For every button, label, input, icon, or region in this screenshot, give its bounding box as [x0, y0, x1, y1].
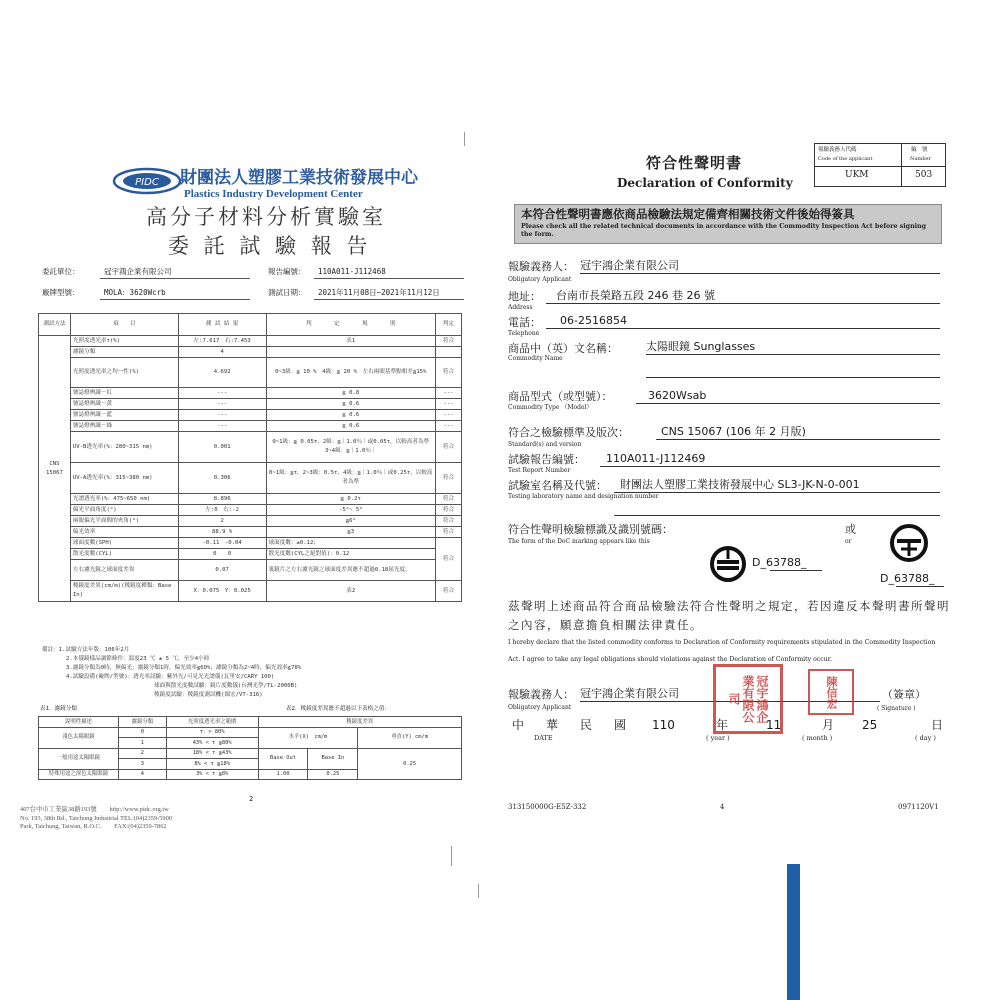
row-verdict: --- [436, 388, 462, 399]
field-standard-label: 符合之檢驗標準及版次： [508, 426, 629, 439]
date-month-value: 11 [766, 718, 782, 732]
table-row [39, 527, 462, 538]
table-row [39, 336, 462, 347]
pidc-logo [112, 166, 182, 196]
table-row [39, 432, 462, 463]
row-result: 0.001 [178, 432, 266, 463]
form-code: 313150000G-E5Z-332 [508, 803, 587, 811]
row-verdict: 符合 [436, 358, 462, 388]
field-lab-value: 財團法人塑膠工業技術發展中心 SL3-JK-N-0-001 [620, 478, 860, 491]
test-results-table [38, 313, 462, 602]
row-rule: 0~3級：≦ 10 % 4級：≦ 20 % 左右兩眼基準點相差≦15% [266, 358, 435, 388]
field-model-en: Commodity Type （Model） [508, 404, 593, 411]
date-en: DATE [534, 734, 553, 742]
row-result: --- [178, 388, 266, 399]
sub-header: 說明性描述 [39, 717, 119, 728]
table-row [39, 516, 462, 527]
row-result: 0 0 [178, 549, 266, 560]
table-header-row [39, 314, 462, 336]
row-item: 號誌燈辨識－黃 [70, 399, 178, 410]
row-rule: ≧ 0.6 [266, 410, 435, 421]
table-row [39, 581, 462, 602]
table-row [39, 358, 462, 388]
row-verdict: 符合 [436, 494, 462, 505]
prism-v-value: 0.25 [358, 748, 462, 780]
representative-seal-stamp: 陳信宏 [808, 669, 854, 715]
test-date-label: 測試日期： [268, 288, 306, 297]
doc-title-en: Declaration of Conformity [617, 176, 793, 190]
row-item: 兩眼偏光平面間的夾角(°) [70, 516, 178, 527]
filter-category-table [38, 716, 462, 780]
field-commodity-label: 商品中（英）文名稱： [508, 342, 618, 355]
field-applicant-value: 冠宇鴻企業有限公司 [580, 259, 679, 272]
org-name-cn: 財團法人塑膠工業技術發展中心 [180, 168, 418, 188]
row-item: 光譜透光率(%：475~650 nm) [70, 494, 178, 505]
sub-range: τ：> 80% [166, 727, 258, 738]
field-tel-value: 06-2516854 [560, 314, 627, 327]
company-seal-stamp: 冠宇鴻企業有限公司 [713, 664, 783, 734]
field-standard-en: Standard(s) and version [508, 441, 582, 448]
test-date-value: 2021年11月08日~2021年11月12日 [318, 288, 440, 297]
row-result: 88.9 % [178, 527, 266, 538]
row-rule: 表2 [266, 581, 435, 602]
field-report-value: 110A011-J112469 [606, 452, 706, 465]
code-label-en: Code of the applicant [818, 156, 873, 162]
footer-line: Park, Taichung, Taiwan, R.O.C. FAX:(04)2359-7862 [20, 823, 167, 830]
row-verdict: 符合 [436, 581, 462, 602]
row-item: 號誌燈辨識－藍 [70, 410, 178, 421]
table-header-row [39, 717, 462, 728]
row-result: 左:0 右:-2 [178, 505, 266, 516]
logo-text: PIDC [135, 177, 159, 188]
sign-label-en: Obligatory Applicant [508, 704, 572, 711]
page-number: 2 [249, 795, 254, 803]
footer-line: No. 193, 38th Rd., Taichung Industrial TEL:(04)2359-5900 [20, 814, 172, 822]
row-item: 左右濾光鏡之球面度差異 [70, 560, 178, 581]
field-report-label: 試驗報告編號： [508, 453, 585, 466]
table-row [39, 538, 462, 549]
row-result: --- [178, 399, 266, 410]
table-row [39, 505, 462, 516]
applicant-code-box [814, 143, 946, 187]
doc-mark-icon-alt [888, 522, 930, 564]
mark-id-2: D_63788_ [880, 572, 935, 585]
field-address-value: 台南市長榮路五段 246 巷 26 號 [556, 289, 715, 302]
row-rule: 散光度數(CYL之絕對值)：0.12 [266, 549, 435, 560]
row-rule: 0~1級：≦τ，2~3級：0.5τ，4級：≦｜1.0％｜或0.25τ，以較高者為準 [266, 463, 435, 494]
table-row [39, 388, 462, 399]
field-commodity-value: 太陽眼鏡 Sunglasses [646, 340, 756, 353]
sub-desc: 特殊用途之深色太陽眼鏡 [39, 769, 119, 780]
row-verdict: 符合 [436, 505, 462, 516]
model-value: MOLA：3620Wcrb [104, 288, 166, 297]
notice-banner-cn: 本符合性聲明書應依商品檢驗法規定備齊相關技術文件後始得簽具 [521, 207, 855, 221]
table-row [39, 494, 462, 505]
sub-header: 光照度透光率之範圍 [166, 717, 258, 728]
mark-label-cn: 符合性聲明檢驗標識及識別號碼： [508, 523, 673, 536]
table-row [39, 410, 462, 421]
row-item: 偏光效率 [70, 527, 178, 538]
date-year-en: ( year ) [706, 734, 730, 742]
row-result: 4.692 [178, 358, 266, 388]
row-rule: -5°~ 5° [266, 505, 435, 516]
table-row [39, 748, 462, 759]
sub-cat: 0 [118, 727, 166, 738]
method-cell: CNS 15067 [39, 336, 71, 602]
field-standard-value: CNS 15067 (106 年 2 月版) [661, 425, 806, 438]
sub-range: 18% < τ ≦43% [166, 748, 258, 759]
row-item: 球面度數(SPH) [70, 538, 178, 549]
sign-label-cn: 報驗義務人： [508, 688, 574, 701]
row-verdict: 符合 [436, 336, 462, 347]
field-report-en: Test Report Number [508, 467, 571, 474]
report-title: 委 託 試 驗 報 告 [168, 234, 372, 258]
row-rule: ≧3 [266, 527, 435, 538]
note-line: 2.本儀鏡樣品調節條件：溫度23 ℃ ± 5 ℃，至少4小時 [66, 656, 210, 662]
applicant-number: 503 [915, 170, 933, 180]
header-verdict: 判定 [436, 314, 462, 336]
row-rule: 球面度數：±0.12； [266, 538, 435, 549]
sub-desc: 一般用途太陽眼鏡 [39, 748, 119, 769]
model-label: 廠牌型號： [42, 288, 80, 297]
signature-label-cn: （簽章） [882, 688, 926, 701]
sign-value: 冠宇鴻企業有限公司 [580, 687, 679, 700]
field-address-en: Address [508, 304, 533, 311]
row-rule: ≦6° [266, 516, 435, 527]
sub-header: 濾鏡分類 [118, 717, 166, 728]
table-row [39, 347, 462, 358]
sub-cat: 3 [118, 759, 166, 770]
note-line: 備註：1.試驗方法年版：106年2月 [42, 647, 130, 653]
row-verdict [436, 347, 462, 358]
row-verdict: --- [436, 410, 462, 421]
mark-id-1: D_63788_ [752, 556, 807, 569]
row-rule: 裏鏡片之左右濾光鏡之球面度差異應不超過0.18屈光度。 [266, 560, 435, 581]
client-value: 冠宇鴻企業有限公司 [104, 267, 172, 276]
notice-banner-en: Please check all the related technical documents in accordance with the Commodity Inspection Act before signing the form. [521, 223, 927, 238]
form-page-number: 4 [720, 803, 725, 811]
field-model-value: 3620Wsab [648, 389, 707, 402]
row-result: --- [178, 421, 266, 432]
report-notes [42, 646, 301, 700]
footer-line: 407台中市工業區38路193號 http://www.pidc.org.tw [20, 806, 169, 813]
date-char-3: 民 [580, 718, 593, 732]
row-result: -0.11 -0.04 [178, 538, 266, 549]
org-name-en: Plastics Industry Development Center [184, 188, 363, 200]
prism-in-value: 0.25 [308, 769, 358, 780]
or-cn: 或 [845, 523, 856, 536]
field-commodity-en: Commodity Name [508, 355, 563, 362]
table-row [39, 399, 462, 410]
field-address-label: 地址： [508, 290, 541, 303]
field-applicant-label: 報驗義務人： [508, 260, 574, 273]
row-verdict: 符合 [436, 516, 462, 527]
row-item: 號誌燈辨識－綠 [70, 421, 178, 432]
row-item: 光照度透光率之均一性(%) [70, 358, 178, 388]
field-applicant-en: Obligatory Applicant [508, 276, 572, 283]
row-item: UV-B透光率(%：280~315 nm) [70, 432, 178, 463]
row-rule: ≧ 0.2τ [266, 494, 435, 505]
date-char-2: 華 [546, 718, 559, 732]
table-row [39, 549, 462, 560]
lab-name: 高分子材料分析實驗室 [146, 205, 386, 229]
note-line: 稜鏡度試驗：稜鏡度測試機(錦宏/VT-316) [154, 692, 263, 698]
prism-v: 垂直(Y) cm/m [358, 727, 462, 748]
row-item: 光照度透光率τ(%) [70, 336, 178, 347]
row-verdict: --- [436, 421, 462, 432]
sub-desc: 淺色太陽眼鏡 [39, 727, 119, 748]
row-rule: ≧ 0.8 [266, 388, 435, 399]
header-item: 項 目 [70, 314, 178, 336]
date-year-value: 110 [652, 718, 675, 732]
sub-cat: 4 [118, 769, 166, 780]
row-result: --- [178, 410, 266, 421]
sub-cat: 1 [118, 738, 166, 749]
or-en: or [845, 538, 852, 545]
field-tel-label: 電話： [508, 316, 541, 329]
note-line: 3.濾鏡分類為0時，無偏光；濾鏡分類1時，偏光效率≧60%；濾鏡分類為2~4時，偏光效率≧78% [66, 665, 302, 671]
code-label-cn: 報驗義務人代碼 [818, 147, 857, 153]
prism-base-out: Base Out [258, 748, 308, 769]
row-result: 4 [178, 347, 266, 358]
applicant-code: UKM [845, 170, 869, 180]
field-lab-en: Testing laboratory name and designation number [508, 493, 659, 500]
row-rule: ≧ 0.6 [266, 399, 435, 410]
date-month-cn: 月 [822, 718, 835, 732]
table-row [39, 421, 462, 432]
field-model-label: 商品型式（或型號）： [508, 390, 613, 403]
table2-title: 表2．稜鏡度差異應不超過以下表格之值： [286, 706, 391, 712]
accent-bar [787, 864, 800, 1000]
field-lab-label: 試驗室名稱及代號： [508, 479, 607, 492]
row-result: 0.306 [178, 463, 266, 494]
field-tel-en: Telephone [508, 330, 540, 337]
report-footer [20, 806, 172, 832]
row-item: 散光度數(CYL) [70, 549, 178, 560]
sub-range: 3% < τ ≦8% [166, 769, 258, 780]
row-result: X：0.075 Y：0.025 [178, 581, 266, 602]
num-label-en: Number [910, 156, 931, 162]
date-year-cn: 年 [716, 718, 729, 732]
note-line: 4.試驗設備(廠牌/型號)：透光率試驗：紫外光/可見光光譜儀(瓦里安/CARY 100) [66, 674, 275, 680]
sub-range: 8% < τ ≦18% [166, 759, 258, 770]
sub-cat: 2 [118, 748, 166, 759]
row-verdict: 符合 [436, 538, 462, 581]
row-rule [266, 347, 435, 358]
header-method: 測試方法 [39, 314, 71, 336]
client-label: 委託單位： [42, 267, 80, 276]
row-item: 濾鏡分類 [70, 347, 178, 358]
date-month-en: ( month ) [802, 734, 833, 742]
row-rule: 0~1級：≦ 0.05τ，2級：≦｜1.0％｜或0.05τ，以較高者為準 3~4級：≦｜1.0％｜ [266, 432, 435, 463]
row-result: 2 [178, 516, 266, 527]
row-rule: 表1 [266, 336, 435, 347]
note-line: 球面與散光度數試驗：鏡片度數儀(台灣光學/TL-2000B) [154, 683, 298, 689]
row-result: 左:7.617 右:7.453 [178, 336, 266, 347]
row-result: 8.896 [178, 494, 266, 505]
date-day-en: ( day ) [915, 734, 936, 742]
row-verdict: 符合 [436, 527, 462, 538]
statement-cn: 茲聲明上述商品符合商品檢驗法符合性聲明之規定，若因違反本聲明書所聲明之內容，願意擔負相關法律責任。 [508, 599, 950, 632]
row-rule: ≧ 0.6 [266, 421, 435, 432]
sub-range: 43% < τ ≦80% [166, 738, 258, 749]
row-item: 稜鏡度差異(cm/m)(稜鏡度種類：Base In) [70, 581, 178, 602]
row-result: 0.07 [178, 560, 266, 581]
date-day-value: 25 [862, 718, 878, 732]
mark-label-en: The form of the DoC marking appears like this [508, 538, 650, 545]
date-char-1: 中 [512, 718, 525, 732]
header-result: 測 試 結 果 [178, 314, 266, 336]
row-item: 偏光平面角度(°) [70, 505, 178, 516]
report-no-label: 報告編號： [268, 267, 306, 276]
statement-en: I hereby declare that the listed commodity conforms to Declaration of Conformity requirements stipulated in the Commodity Inspection Act. I agree to take any legal obligations should violations against the Declaration of Conformity occur. [508, 639, 936, 663]
sub-header: 稜鏡度差異 [258, 717, 461, 728]
doc-title-cn: 符合性聲明書 [646, 154, 743, 172]
doc-mark-icon [709, 545, 747, 583]
header-rule: 判 定 規 則 [266, 314, 435, 336]
row-verdict: --- [436, 399, 462, 410]
num-label-cn: 編 號 [911, 147, 928, 153]
prism-base-in: Base In [308, 748, 358, 769]
table-row [39, 560, 462, 581]
table-row [39, 463, 462, 494]
row-verdict: 符合 [436, 432, 462, 463]
table-row [39, 727, 462, 738]
row-item: 號誌燈辨識－紅 [70, 388, 178, 399]
prism-h: 水平(X) cm/m [258, 727, 358, 748]
row-item: UV-A透光率(%：315~380 nm) [70, 463, 178, 494]
table1-title: 表1．濾鏡分類 [40, 706, 77, 712]
prism-out-value: 1.00 [258, 769, 308, 780]
report-no-value: 110A011-J112468 [318, 267, 386, 276]
row-verdict: 符合 [436, 463, 462, 494]
signature-label-en: ( Signature ) [877, 705, 916, 712]
form-version: 0971120V1 [898, 803, 939, 811]
date-day-cn: 日 [931, 718, 944, 732]
date-char-4: 國 [614, 718, 627, 732]
